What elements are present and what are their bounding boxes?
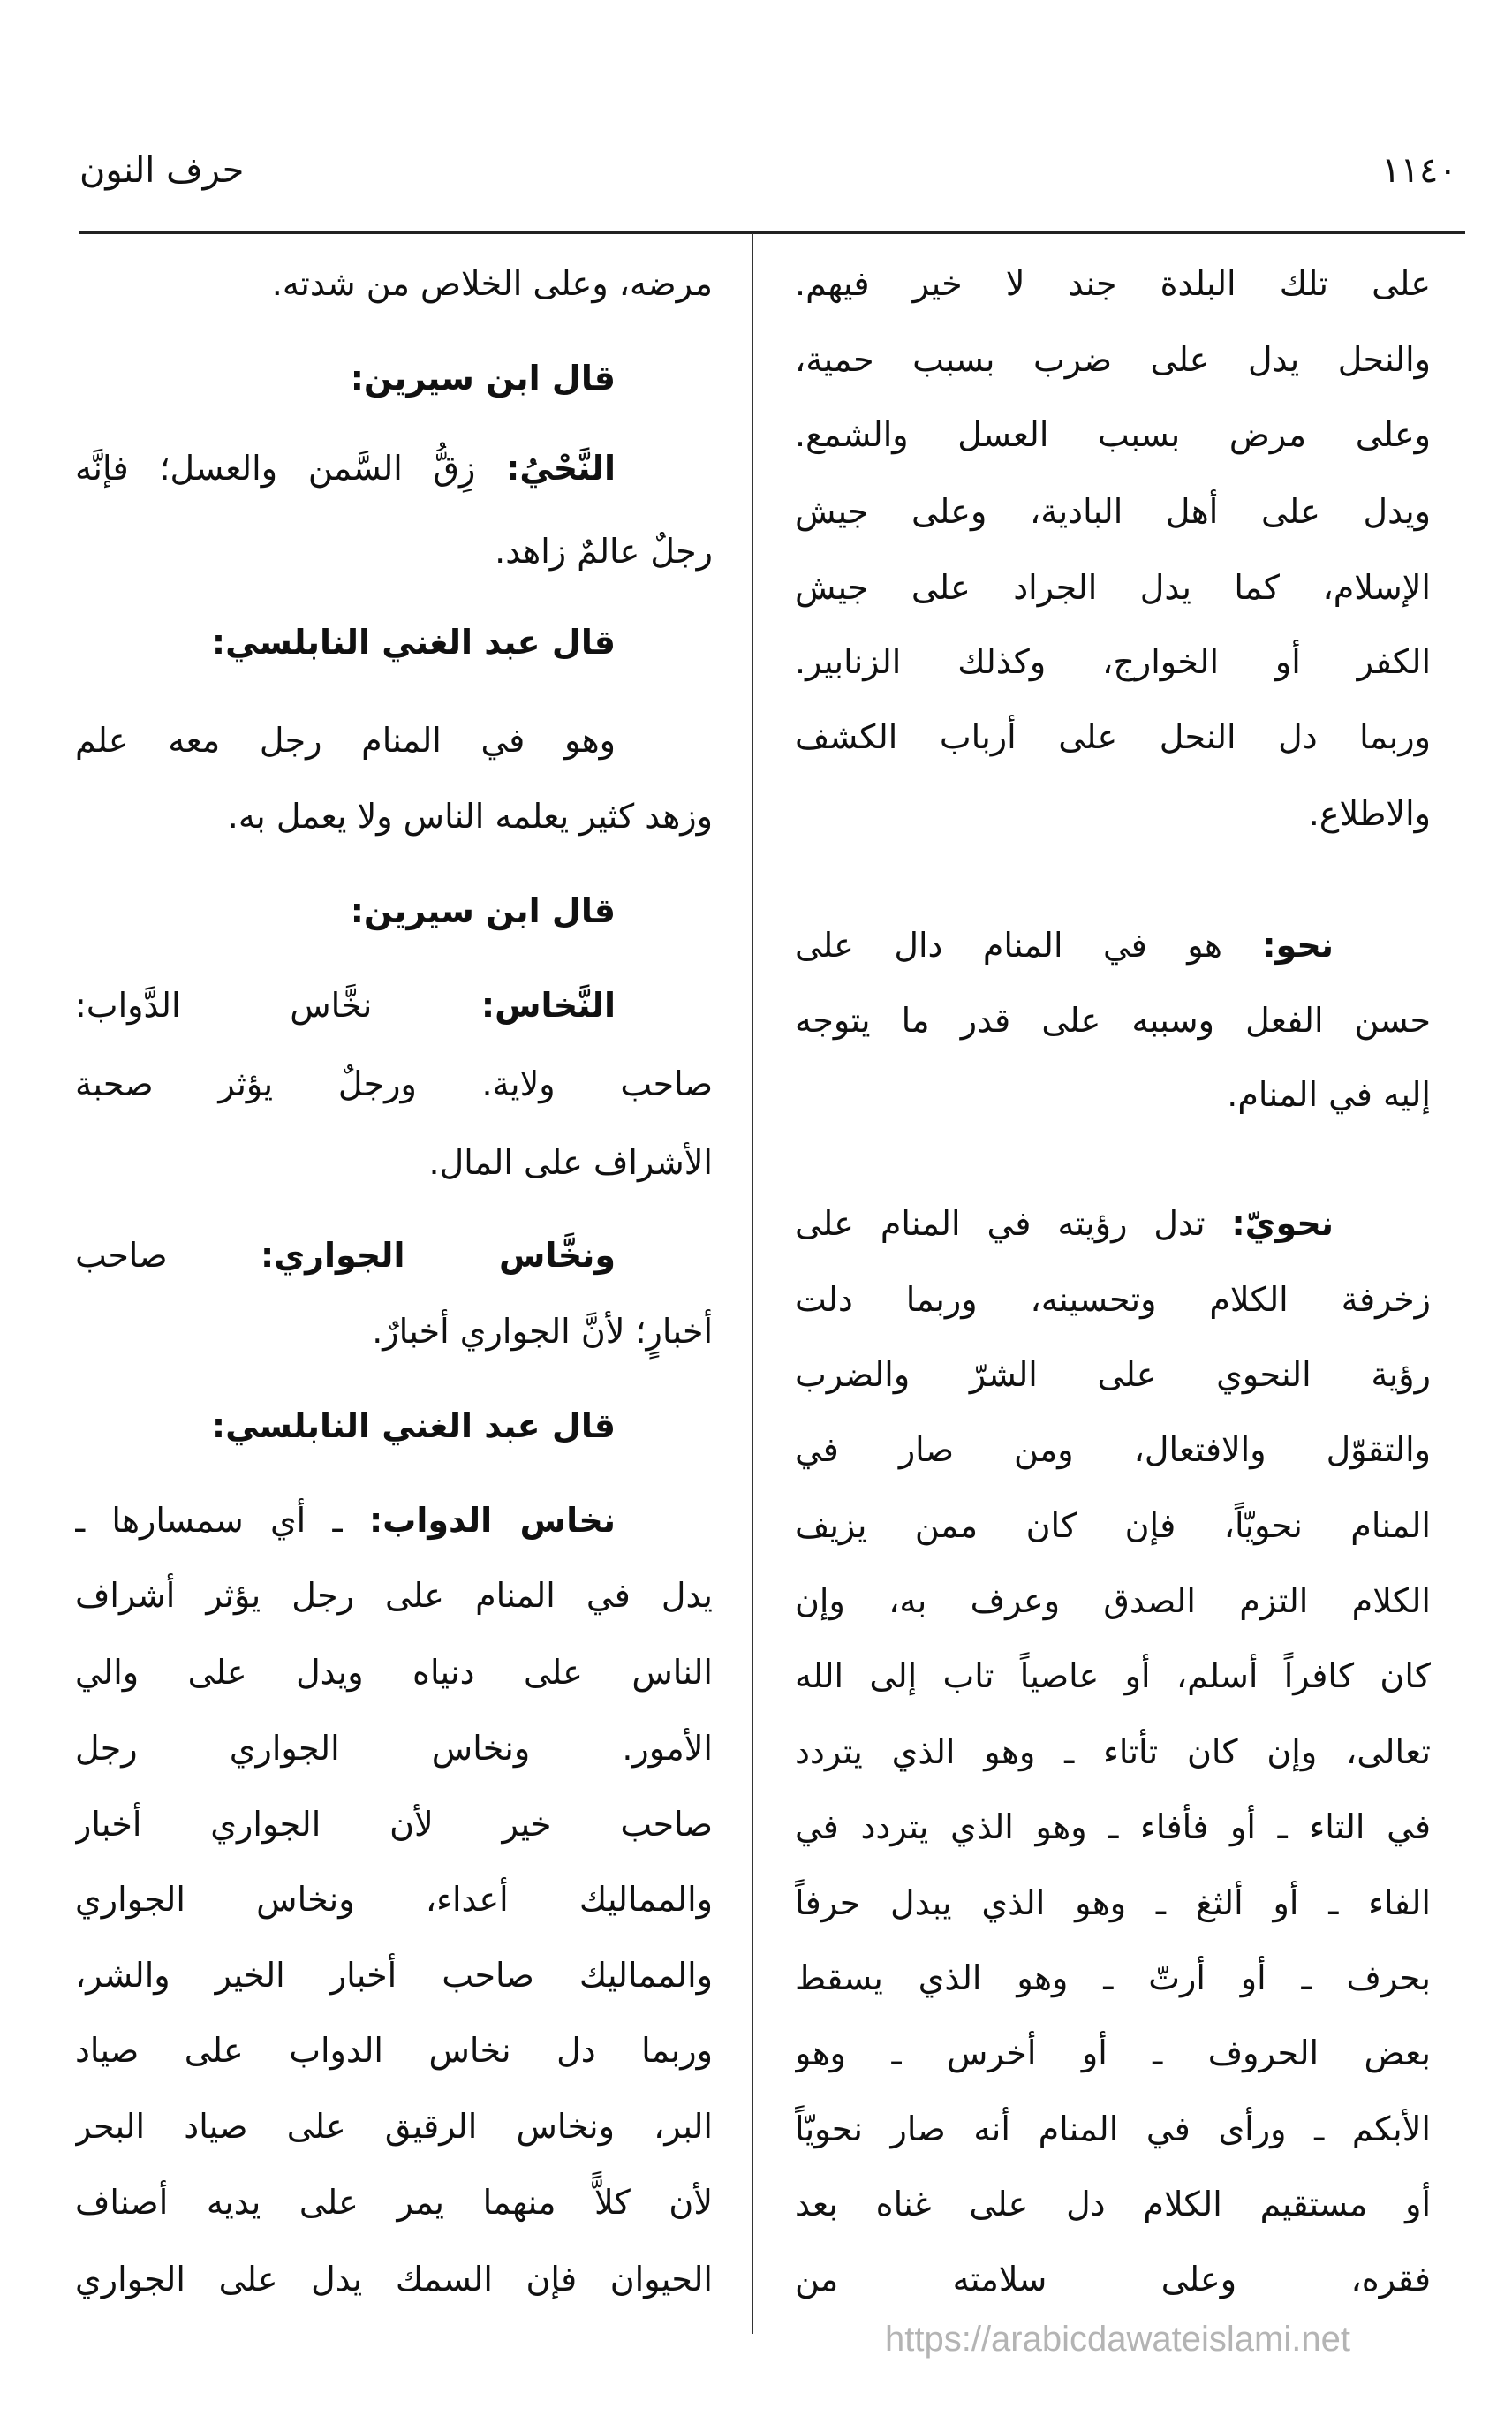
line-text: المنام نحويّاً، فإن كان ممن يزيف xyxy=(795,1506,1431,1545)
line-text: الأبكم ـ ورأى في المنام أنه صار نحويّاً xyxy=(795,2110,1431,2148)
text-line xyxy=(75,2088,713,2164)
entry-term: النَّخاس: xyxy=(480,986,616,1025)
text-line xyxy=(795,2241,1431,2317)
line-text: الإسلام، كما يدل الجراد على جيش xyxy=(795,568,1431,607)
line-text: لأن كلاًّ منهما يمر على يديه أصناف xyxy=(75,2183,713,2222)
text-line xyxy=(75,246,713,322)
section-heading xyxy=(75,1388,713,1464)
line-text: تدل رؤيته في المنام على xyxy=(795,1204,1232,1243)
line-text: تعالى، وإن كان تأتاء ـ وهو الذي يتردد xyxy=(795,1732,1431,1771)
column-divider xyxy=(752,233,753,2334)
entry-term: نحويّ: xyxy=(1231,1204,1334,1243)
text-line xyxy=(795,1337,1431,1413)
line-text: والاطلاع. xyxy=(1308,794,1431,833)
entry-term: قال ابن سيرين: xyxy=(350,891,616,930)
line-text: البر، ونخاس الرقيق على صياد البحر xyxy=(75,2107,713,2146)
text-line xyxy=(795,1057,1431,1132)
line-text: وعلى مرض بسبب العسل والشمع. xyxy=(795,415,1431,454)
line-text: والنحل يدل على ضرب بسبب حمية، xyxy=(795,340,1431,379)
section-heading xyxy=(75,873,713,949)
line-text: نخَّاس الدَّواب: xyxy=(75,986,481,1025)
line-text: بعض الحروف ـ أو أخرس ـ وهو xyxy=(795,2034,1431,2072)
text-line xyxy=(75,1786,713,1862)
text-line xyxy=(795,1185,1431,1261)
text-line xyxy=(795,2091,1431,2167)
text-line xyxy=(795,2166,1431,2242)
line-text: أو مستقيم الكلام دل على غناه بعد xyxy=(795,2185,1431,2223)
line-text: صاحب xyxy=(75,1236,261,1275)
text-line xyxy=(75,1125,713,1201)
line-text: الحيوان فإن السمك يدل على الجواري xyxy=(75,2260,713,2299)
text-line xyxy=(75,1482,713,1558)
text-line xyxy=(795,624,1431,700)
line-text: وزهد كثير يعلمه الناس ولا يعمل به. xyxy=(227,797,713,836)
line-text: في التاء ـ أو فأفاء ـ وهو الذي يتردد في xyxy=(795,1807,1431,1846)
line-text: حسن الفعل وسببه على قدر ما يتوجه xyxy=(795,1001,1431,1040)
text-line xyxy=(795,473,1431,549)
text-line xyxy=(75,1937,713,2013)
entry-term: قال ابن سيرين: xyxy=(350,359,616,398)
line-text: بحرف ـ أو أرتّ ـ وهو الذي يسقط xyxy=(795,1958,1431,1997)
line-text: أخبارٍ؛ لأنَّ الجواري أخبارٌ. xyxy=(372,1312,713,1351)
text-line xyxy=(795,2015,1431,2091)
text-line xyxy=(75,702,713,778)
entry-term: نخاس الدواب: xyxy=(368,1501,616,1540)
line-text: صاحب ولاية. ورجلٌ يؤثر صحبة xyxy=(75,1064,713,1103)
line-text: ويدل على أهل البادية، وعلى جيش xyxy=(795,492,1431,531)
line-text: زِقُّ السَّمن والعسل؛ فإنَّه xyxy=(75,449,507,488)
text-line xyxy=(795,1714,1431,1790)
line-text: وربما دل النحل على أرباب الكشف xyxy=(795,717,1431,756)
text-line xyxy=(795,322,1431,398)
line-text: ـ أي سمسارها ـ xyxy=(75,1501,369,1540)
page-number: ١١٤٠ xyxy=(1381,150,1457,191)
text-line xyxy=(75,967,713,1043)
line-text: هو في المنام دال على xyxy=(795,926,1263,965)
text-line xyxy=(75,1293,713,1369)
text-line xyxy=(795,549,1431,625)
entry-term: ونخَّاس الجواري: xyxy=(261,1236,616,1275)
watermark: https://arabicdawateislami.net xyxy=(885,2320,1350,2359)
line-text: والمماليك أعداء، ونخاس الجواري xyxy=(75,1880,713,1919)
text-line xyxy=(795,1940,1431,2016)
line-text: إليه في المنام. xyxy=(1227,1075,1431,1114)
text-line xyxy=(75,1634,713,1710)
line-text: الكفر أو الخوارج، وكذلك الزنابير. xyxy=(795,642,1431,681)
line-text: والتقوّل والافتعال، ومن صار في xyxy=(795,1430,1431,1469)
text-line xyxy=(75,1557,713,1633)
text-line xyxy=(795,1563,1431,1639)
entry-term: نحو: xyxy=(1262,926,1334,965)
line-text: على تلك البلدة جند لا خير فيهم. xyxy=(795,264,1431,303)
header-rule xyxy=(79,231,1465,234)
text-line xyxy=(795,1638,1431,1714)
entry-term: قال عبد الغني النابلسي: xyxy=(211,1406,616,1445)
line-text: الأشراف على المال. xyxy=(428,1143,713,1182)
entry-term: النَّحْيُ: xyxy=(506,449,616,488)
text-line xyxy=(795,907,1431,983)
text-line xyxy=(795,1865,1431,1941)
text-line xyxy=(75,1861,713,1937)
text-line xyxy=(795,699,1431,775)
line-text: كان كافراً أسلم، أو عاصياً تاب إلى الله xyxy=(795,1656,1431,1695)
text-line xyxy=(75,513,713,589)
line-text: وربما دل نخاس الدواب على صياد xyxy=(75,2031,713,2070)
line-text: صاحب خير لأن الجواري أخبار xyxy=(75,1805,713,1844)
section-heading xyxy=(75,340,713,416)
line-text: الفاء ـ أو ألثغ ـ وهو الذي يبدل حرفاً xyxy=(795,1883,1431,1922)
text-line xyxy=(795,776,1431,852)
entry-term: قال عبد الغني النابلسي: xyxy=(211,623,616,662)
line-text: يدل في المنام على رجل يؤثر أشراف xyxy=(75,1576,713,1615)
line-text: مرضه، وعلى الخلاص من شدته. xyxy=(271,264,713,303)
text-line xyxy=(75,778,713,854)
line-text: وهو في المنام رجل معه علم xyxy=(75,721,616,760)
text-line xyxy=(75,2164,713,2240)
text-line xyxy=(795,1789,1431,1865)
text-line xyxy=(75,1217,713,1293)
text-line xyxy=(795,397,1431,473)
text-line xyxy=(75,430,713,506)
text-line xyxy=(795,1412,1431,1488)
text-line xyxy=(75,2241,713,2317)
line-text: رجلٌ عالمٌ زاهد. xyxy=(495,532,713,571)
text-line xyxy=(795,982,1431,1058)
text-line xyxy=(75,1046,713,1122)
line-text: الكلام التزم الصدق وعرف به، وإن xyxy=(795,1581,1431,1620)
line-text: رؤية النحوي على الشرّ والضرب xyxy=(795,1355,1431,1394)
text-line xyxy=(795,246,1431,322)
line-text: الأمور. ونخاس الجواري رجل xyxy=(75,1729,713,1768)
line-text: فقره، وعلى سلامته من xyxy=(795,2260,1431,2299)
chapter-title: حرف النون xyxy=(79,150,245,191)
line-text: زخرفة الكلام وتحسينه، وربما دلت xyxy=(795,1280,1431,1319)
section-heading xyxy=(75,604,713,680)
text-line xyxy=(75,1710,713,1786)
line-text: الناس على دنياه ويدل على والي xyxy=(75,1653,713,1692)
line-text: والمماليك صاحب أخبار الخير والشر، xyxy=(75,1956,713,1995)
text-line xyxy=(795,1488,1431,1564)
text-line xyxy=(795,1261,1431,1337)
text-line xyxy=(75,2012,713,2088)
